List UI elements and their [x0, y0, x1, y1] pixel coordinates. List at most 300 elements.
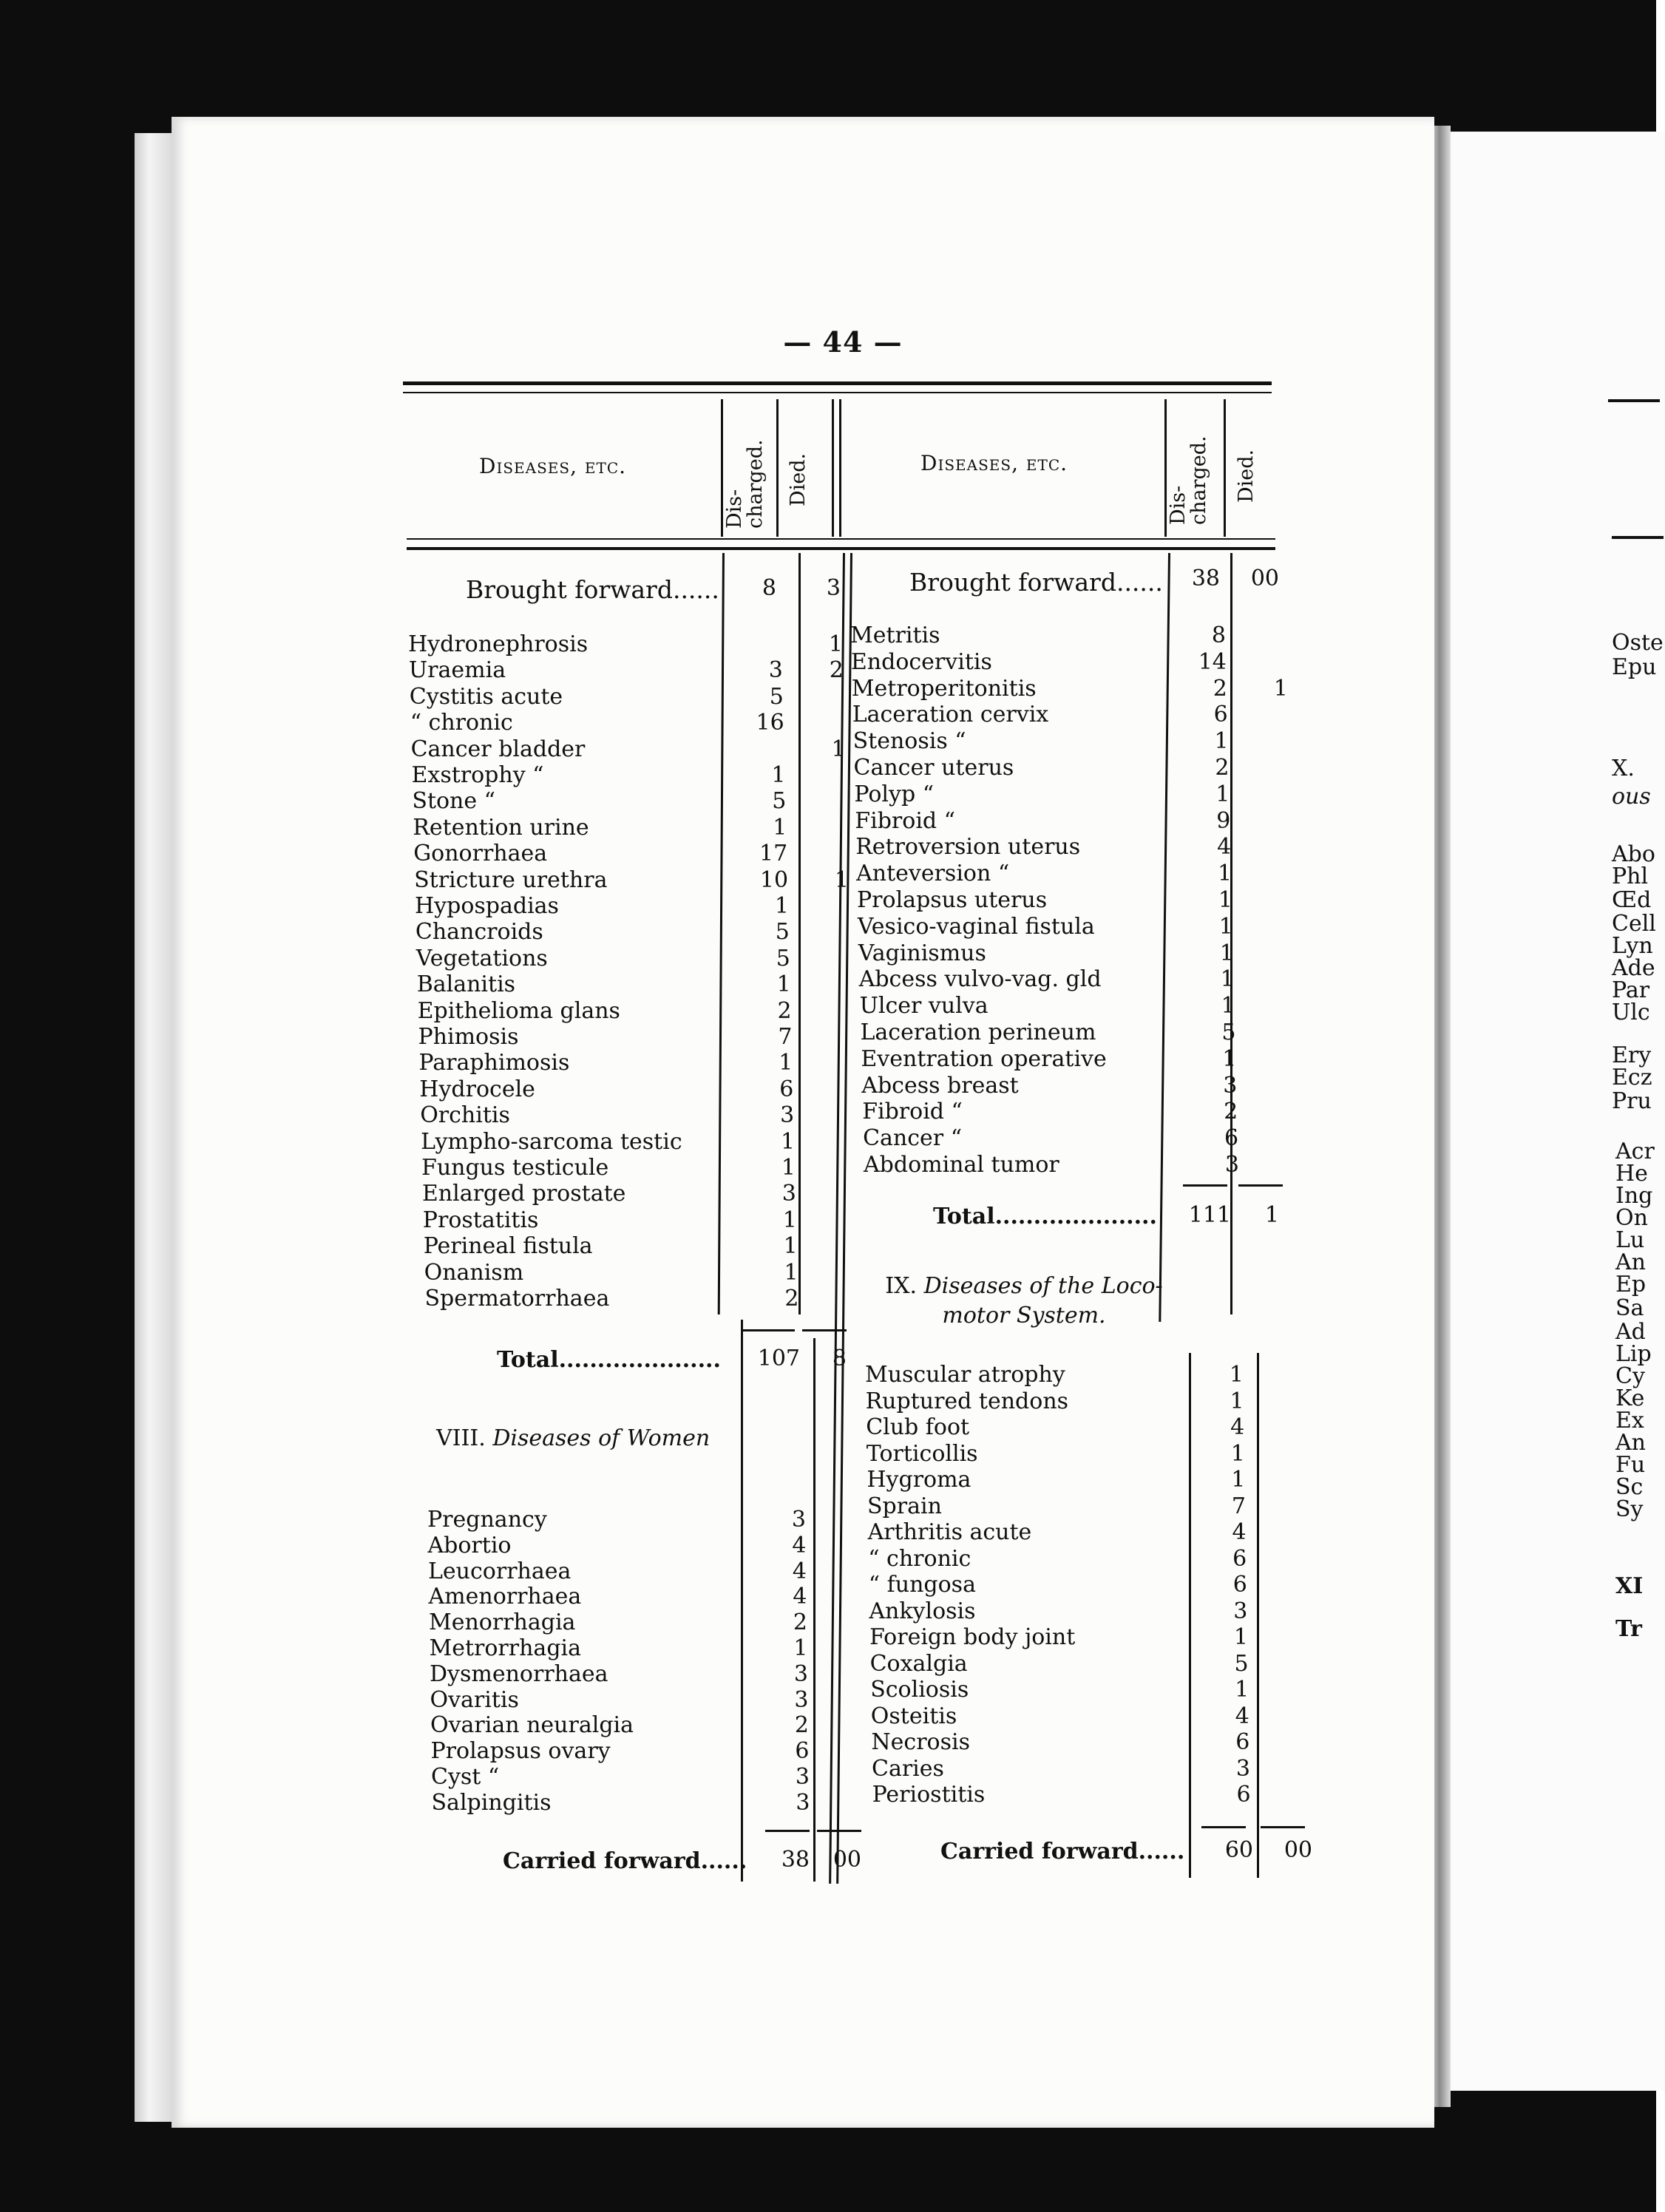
table-row [867, 1493, 1185, 1520]
table-row [417, 971, 728, 998]
disease-name: Polyp “ [854, 781, 935, 807]
disease-name: “ chronic [868, 1545, 971, 1572]
table-row [418, 1050, 729, 1076]
discharged-cell: 4 [792, 1558, 807, 1584]
died-cell [1242, 622, 1286, 649]
disease-name: Epithelioma glans [417, 997, 620, 1024]
discharged-cell: 3 [791, 1507, 806, 1533]
table-row [862, 1099, 1173, 1125]
discharged-cell [738, 631, 782, 658]
table-row [868, 1546, 1186, 1573]
disease-name: Orchitis [420, 1102, 510, 1129]
disease-name: Vegetations [416, 945, 548, 971]
died-cell [809, 1024, 853, 1051]
table-row [861, 1020, 1171, 1046]
table-row [414, 867, 725, 894]
discharged-cell: 4 [792, 1532, 807, 1558]
table-row [431, 1764, 742, 1791]
facing-text-fragment: Abo [1612, 841, 1655, 867]
right-carried-discharged: 60 [1224, 1837, 1253, 1863]
discharged-cell: 1 [1221, 993, 1235, 1020]
disease-name: Paraphimosis [418, 1050, 570, 1076]
died-cell [821, 1507, 865, 1533]
discharged-cell: 1 [779, 1050, 793, 1076]
died-cell: 1 [1273, 675, 1288, 702]
disease-name: Club foot [866, 1414, 970, 1440]
discharged-cell: 10 [759, 866, 789, 893]
discharged-cell: 16 [756, 710, 784, 736]
disease-name: Osteitis [870, 1703, 957, 1729]
disease-name: Lympho-sarcoma testic [421, 1128, 682, 1155]
page-number: — 44 — [783, 325, 903, 359]
died-cell [824, 1687, 868, 1714]
section-viii-title: VIII. Diseases of Women [436, 1425, 711, 1451]
discharged-cell: 1 [781, 1155, 796, 1181]
table-row [861, 1073, 1172, 1099]
table-row [851, 649, 1162, 676]
table-row [856, 861, 1167, 887]
disease-name: Menorrhagia [429, 1609, 576, 1636]
discharged-cell: 3 [768, 657, 783, 684]
died-cell [800, 684, 844, 710]
discharged-cell: 8 [1211, 622, 1226, 648]
died-cell [1254, 1099, 1298, 1125]
disease-name: “ chronic [410, 710, 513, 736]
table-row [416, 946, 727, 972]
facing-text-fragment: On [1615, 1205, 1648, 1231]
disease-name: Cystitis acute [409, 683, 563, 710]
right-carried-died: 00 [1283, 1837, 1312, 1863]
table-row [869, 1598, 1187, 1625]
died-cell [824, 1738, 869, 1765]
table-row [423, 1207, 733, 1234]
disease-name: Enlarged prostate [421, 1181, 626, 1207]
died-cell [805, 893, 850, 920]
table-row [430, 1687, 741, 1714]
discharged-cell: 1 [1233, 1624, 1248, 1650]
table-row [869, 1624, 1187, 1651]
table-row [420, 1102, 730, 1129]
table-row [871, 1729, 1189, 1756]
table-row [870, 1651, 1188, 1677]
disease-name: Foreign body joint [869, 1624, 1076, 1650]
discharged-cell: 5 [775, 919, 790, 946]
died-cell [1246, 781, 1290, 808]
died-cell [1247, 834, 1292, 861]
disease-name: Laceration perineum [860, 1020, 1096, 1045]
table-row [413, 841, 724, 867]
discharged-cell: 3 [1224, 1152, 1239, 1178]
died-cell [815, 1286, 860, 1312]
died-cell [810, 1076, 854, 1103]
discharged-cell: 1 [793, 1635, 808, 1661]
disease-name: Cancer bladder [410, 736, 586, 762]
disease-name: Prolapsus ovary [430, 1738, 611, 1765]
died-cell [807, 971, 852, 998]
discharged-cell: 1 [782, 1207, 797, 1233]
disease-name: Ulcer vulva [859, 993, 989, 1020]
died-cell [812, 1155, 856, 1181]
died-cell [821, 1558, 866, 1585]
facing-text-fragment: Lyn [1612, 933, 1653, 959]
table-row [866, 1388, 1184, 1415]
table-row [424, 1260, 735, 1286]
discharged-cell: 1 [1229, 1362, 1244, 1388]
table-row [421, 1129, 731, 1156]
disease-name: Hygroma [867, 1467, 971, 1493]
discharged-cell: 2 [784, 1286, 799, 1312]
table-row [408, 631, 719, 658]
died-cell: 1 [828, 631, 843, 657]
right-total: Total..................... [933, 1204, 1157, 1229]
discharged-cell: 7 [1231, 1493, 1246, 1519]
died-cell [1252, 993, 1296, 1020]
discharged-cell: 1 [1222, 1045, 1237, 1072]
header-top-rule-thin [403, 392, 1272, 393]
col-line-left-2 [776, 399, 779, 537]
discharged-cell: 1 [773, 814, 787, 841]
facing-text-fragment: Par [1612, 977, 1650, 1003]
discharged-cell: 1 [1218, 913, 1233, 940]
disease-name: Amenorrhaea [428, 1584, 582, 1610]
discharged-cell: 1 [1218, 887, 1232, 913]
died-cell [1266, 1703, 1311, 1730]
header-discharged-right: Dis- charged. [1167, 435, 1210, 525]
table-row [428, 1533, 739, 1559]
disease-name: Vesico-vaginal fistula [857, 913, 1095, 940]
disease-name: Eventration operative [861, 1045, 1107, 1072]
died-cell [804, 841, 848, 867]
facing-text-fragment: Ecz [1612, 1065, 1652, 1090]
died-cell [814, 1233, 858, 1260]
died-cell [815, 1260, 859, 1286]
disease-name: Hydronephrosis [408, 631, 589, 657]
left-total-died: 8 [832, 1346, 847, 1371]
col-line-left-3 [832, 399, 834, 537]
facing-text-fragment: Epu [1612, 654, 1657, 680]
died-cell [1263, 1493, 1307, 1520]
table-row [431, 1738, 742, 1765]
discharged-cell: 1 [1230, 1388, 1244, 1414]
disease-name: Onanism [424, 1259, 524, 1286]
table-row [855, 834, 1166, 861]
disease-name: Leucorrhaea [428, 1558, 572, 1584]
facing-text-fragment: Ing [1615, 1183, 1653, 1209]
died-cell [1251, 966, 1295, 993]
disease-name: Abcess breast [861, 1072, 1019, 1099]
facing-text-fragment: Sy [1615, 1496, 1644, 1522]
table-row [412, 788, 722, 815]
discharged-cell: 1 [776, 971, 791, 998]
table-row [850, 622, 1161, 649]
facing-text-fragment: Acr [1615, 1139, 1655, 1164]
died-cell: 1 [835, 866, 850, 893]
facing-text-fragment: XI [1615, 1573, 1644, 1599]
table-row [860, 993, 1170, 1020]
discharged-cell: 5 [1234, 1650, 1249, 1677]
facing-text-fragment: Œd [1612, 887, 1652, 913]
died-cell: 2 [829, 657, 844, 684]
facing-text-fragment: X. [1612, 756, 1635, 781]
facing-text-fragment: Ade [1612, 955, 1655, 981]
left-carried-forward: Carried forward...... [503, 1848, 747, 1874]
disease-name: Prolapsus uterus [857, 887, 1048, 913]
table-row [413, 815, 723, 841]
table-row [428, 1558, 739, 1585]
header-diseases-right: Diseases, etc. [920, 451, 1068, 475]
table-row [867, 1467, 1184, 1493]
discharged-cell: 4 [793, 1584, 807, 1610]
table-row [855, 808, 1165, 835]
disease-name: Cyst “ [431, 1764, 500, 1790]
disease-name: Hypospadias [415, 893, 559, 919]
died-cell [803, 815, 847, 841]
header-discharged-left: Dis- charged. [723, 439, 767, 529]
table-row [416, 919, 726, 946]
disease-name: Gonorrhaea [413, 841, 548, 867]
died-cell [1266, 1729, 1311, 1756]
died-cell [813, 1181, 857, 1207]
disease-name: Stricture urethra [414, 866, 608, 893]
discharged-cell: 6 [1235, 1729, 1250, 1755]
table-row [857, 887, 1167, 914]
disease-name: Stenosis “ [852, 728, 966, 755]
brought-forward-left: Brought forward...... [466, 575, 719, 604]
discharged-cell: 6 [1224, 1125, 1239, 1152]
died-cell [1265, 1624, 1309, 1651]
disease-name: Ruptured tendons [865, 1388, 1069, 1414]
discharged-cell: 5 [776, 945, 790, 971]
facing-text-fragment: Fu [1615, 1452, 1646, 1478]
right-total-died: 1 [1264, 1202, 1279, 1228]
right-total-rule-2 [1238, 1184, 1283, 1187]
facing-text-fragment: Ep [1615, 1272, 1647, 1297]
table-row [868, 1519, 1186, 1546]
table-row [858, 914, 1168, 940]
table-row [432, 1790, 742, 1816]
discharged-cell: 1 [1220, 966, 1235, 993]
facing-text-fragment: ous [1612, 784, 1651, 810]
facing-text-fragment: Ery [1612, 1042, 1652, 1068]
table-row [418, 998, 728, 1025]
disease-name: Coxalgia [869, 1650, 968, 1677]
header-died-right: Died. [1235, 449, 1258, 503]
died-cell [1247, 808, 1291, 835]
discharged-cell: 6 [1213, 702, 1228, 728]
table-row [427, 1507, 738, 1533]
disease-name: Pregnancy [427, 1507, 547, 1533]
left-carried-died: 00 [832, 1847, 861, 1873]
table-row [429, 1584, 739, 1610]
left-total-discharged: 107 [757, 1346, 800, 1371]
disease-name: Salpingitis [431, 1789, 552, 1816]
disease-name: Perineal fistula [423, 1233, 593, 1260]
table-row [852, 702, 1163, 728]
facing-text-fragment: Ad [1615, 1319, 1646, 1345]
table-row [852, 676, 1162, 702]
brought-forward-right-died: 00 [1250, 566, 1279, 591]
discharged-cell: 6 [795, 1738, 810, 1765]
died-cell [809, 1050, 853, 1076]
brought-forward-right: Brought forward...... [909, 568, 1163, 597]
disease-name: Fibroid “ [862, 1099, 963, 1125]
facing-top-rule [1608, 399, 1660, 402]
disease-name: Spermatorrhaea [424, 1286, 610, 1312]
table-row [867, 1441, 1184, 1468]
table-row [409, 657, 719, 684]
died-cell [1264, 1598, 1309, 1625]
discharged-cell: 4 [1235, 1703, 1249, 1729]
discharged-cell: 2 [793, 1609, 807, 1636]
facing-text-fragment: Oste [1612, 630, 1664, 656]
disease-name: Scoliosis [870, 1677, 969, 1703]
right-carried-rule-2 [1261, 1826, 1305, 1828]
died-cell [823, 1661, 867, 1688]
disease-name: Arthritis acute [867, 1519, 1032, 1545]
discharged-cell: 3 [1235, 1755, 1250, 1782]
facing-text-fragment: Lip [1615, 1341, 1652, 1367]
died-cell [1264, 1572, 1309, 1598]
table-row [425, 1286, 736, 1312]
table-row [872, 1782, 1190, 1808]
table-row [430, 1712, 741, 1739]
discharged-cell: 5 [769, 683, 784, 710]
discharged-cell: 6 [779, 1076, 794, 1102]
disease-name: Torticollis [866, 1440, 978, 1467]
facing-text-fragment: Lu [1615, 1227, 1645, 1253]
facing-text-fragment: Cell [1612, 911, 1656, 937]
facing-text-fragment: Phl [1612, 864, 1649, 889]
brought-forward-right-discharged: 38 [1191, 566, 1220, 591]
discharged-cell: 2 [1213, 675, 1227, 702]
disease-name: Prostatitis [422, 1207, 539, 1233]
table-row [864, 1152, 1174, 1178]
table-row [415, 893, 725, 920]
disease-name: Metrorrhagia [429, 1635, 582, 1661]
died-cell [1255, 1125, 1299, 1152]
discharged-cell: 14 [1198, 648, 1227, 675]
disease-name: Metritis [850, 622, 940, 648]
died-cell [1261, 1414, 1306, 1441]
discharged-cell: 3 [794, 1686, 809, 1713]
died-cell [810, 1102, 855, 1129]
right-total-rule-1 [1183, 1184, 1227, 1187]
col-line-left-1 [721, 399, 723, 537]
left-total: Total..................... [497, 1347, 721, 1373]
died-cell [1243, 649, 1287, 676]
table-row [872, 1756, 1190, 1782]
died-cell [802, 762, 847, 789]
left-total-rule-1 [743, 1329, 795, 1331]
died-cell [822, 1609, 867, 1636]
discharged-cell: 6 [1232, 1545, 1247, 1572]
table-row [419, 1076, 730, 1103]
died-cell [808, 998, 852, 1025]
disease-name: Cancer “ [863, 1125, 963, 1152]
section-ix-title: IX. Diseases of the Loco- motor System. [885, 1273, 1163, 1329]
died-cell [1264, 1546, 1308, 1573]
discharged-cell: 5 [772, 788, 787, 815]
discharged-cell: 3 [1223, 1072, 1238, 1099]
discharged-cell: 1 [1218, 861, 1232, 887]
discharged-cell: 6 [1236, 1782, 1251, 1808]
discharged-cell: 1 [774, 893, 789, 919]
disease-name: Stone “ [412, 788, 496, 815]
table-row [870, 1677, 1188, 1703]
table-row [865, 1362, 1183, 1388]
died-cell [1244, 702, 1289, 728]
discharged-cell: 1 [783, 1233, 798, 1260]
died-cell [1249, 914, 1294, 940]
died-cell [1250, 940, 1295, 967]
disease-name: Necrosis [871, 1729, 970, 1755]
disease-name: Abortio [427, 1532, 512, 1558]
died-cell [1245, 728, 1289, 755]
died-cell [802, 788, 847, 815]
discharged-cell: 1 [1214, 728, 1229, 755]
discharged-cell: 2 [1224, 1099, 1238, 1125]
col-line-right-2 [1224, 399, 1226, 537]
discharged-cell: 9 [1216, 807, 1231, 834]
disease-name: Metroperitonitis [851, 675, 1037, 702]
discharged-cell: 1 [781, 1128, 796, 1155]
disease-name: Retroversion uterus [855, 834, 1081, 861]
table-row [859, 966, 1170, 993]
disease-name: Dysmenorrhaea [430, 1660, 608, 1687]
col-line-right-1 [1164, 399, 1167, 537]
disease-name: Ovaritis [430, 1686, 519, 1713]
discharged-cell: 7 [778, 1024, 793, 1050]
died-cell [1262, 1441, 1306, 1468]
facing-text-fragment: Ex [1615, 1408, 1644, 1434]
died-cell [1246, 755, 1290, 781]
died-cell [1267, 1756, 1312, 1782]
died-cell [825, 1790, 869, 1816]
died-cell [1253, 1073, 1298, 1099]
disease-name: Uraemia [408, 657, 506, 684]
table-row [858, 940, 1169, 967]
discharged-cell: 3 [780, 1102, 795, 1129]
discharged-cell: 4 [1230, 1414, 1245, 1440]
discharged-cell: 1 [771, 762, 786, 788]
table-row [866, 1414, 1184, 1441]
facing-text-fragment: Sa [1615, 1295, 1644, 1321]
facing-text-fragment: Pru [1612, 1088, 1652, 1114]
table-row [410, 684, 720, 710]
died-cell [801, 710, 845, 736]
disease-name: Chancroids [415, 919, 543, 946]
died-cell [811, 1129, 855, 1156]
right-total-discharged: 111 [1188, 1202, 1231, 1228]
disease-name: Anteversion “ [856, 861, 1010, 887]
died-cell [1261, 1362, 1305, 1388]
disease-name: Endocervitis [850, 648, 992, 675]
disease-name: Ankylosis [869, 1598, 976, 1624]
disease-name: Sprain [867, 1493, 942, 1519]
discharged-cell: 3 [781, 1181, 796, 1207]
discharged-cell: 2 [794, 1712, 809, 1739]
died-cell [824, 1712, 868, 1739]
discharged-cell: 5 [1221, 1020, 1236, 1045]
disease-name: Phimosis [418, 1024, 519, 1050]
died-cell [1261, 1388, 1306, 1415]
discharged-cell: 17 [759, 841, 788, 867]
died-cell [1266, 1677, 1310, 1703]
left-total-rule-2 [802, 1329, 847, 1331]
table-row [411, 736, 722, 763]
died-cell [1249, 887, 1293, 914]
disease-name: Muscular atrophy [865, 1362, 1065, 1388]
